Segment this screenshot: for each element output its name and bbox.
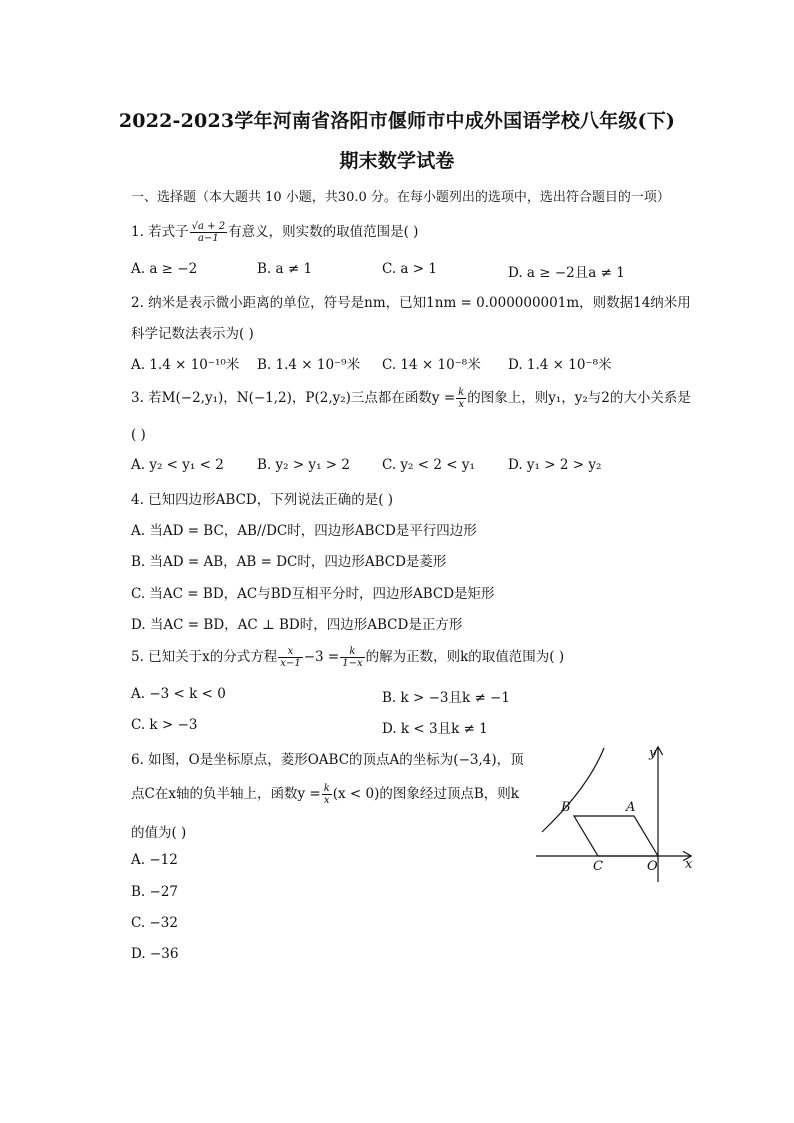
q3-stem-pre: 3. 若M(−2,y₁)，N(−1,2)，P(2,y₂)三点都在函数y = — [131, 390, 456, 406]
q5-option-d: D. k < 3且k ≠ 1 — [382, 721, 488, 737]
q5-option-b: B. k > −3且k ≠ −1 — [382, 690, 510, 706]
q4-option-a: A. 当AD = BC，AB//DC时，四边形ABCD是平行四边形 — [131, 523, 477, 539]
question-3-stem — [131, 386, 691, 410]
q3-stem-post: 的图象上，则y₁，y₂与2的大小关系是 — [467, 390, 691, 406]
q5-stem-mid: −3 = — [303, 649, 340, 665]
q2-option-d: D. 1.4 × 10⁻⁸米 — [508, 357, 612, 373]
q1-option-b: B. a ≠ 1 — [257, 261, 313, 277]
q2-option-c: C. 14 × 10⁻⁸米 — [382, 357, 481, 373]
q5-stem-pre: 5. 已知关于x的分式方程 — [131, 649, 278, 665]
q3-fraction-numerator: k — [458, 387, 465, 398]
q6-stem-line2-pre: 点C在x轴的负半轴上，函数y = — [131, 786, 321, 802]
q6-fraction-denominator: x — [323, 795, 330, 806]
label-b: B — [561, 800, 571, 815]
q5-option-a: A. −3 < k < 0 — [131, 686, 226, 702]
label-y: y — [649, 746, 657, 761]
q6-fraction — [322, 783, 332, 806]
q2-option-a: A. 1.4 × 10⁻¹⁰米 — [131, 357, 240, 373]
question-4-stem: 4. 已知四边形ABCD，下列说法正确的是( ) — [131, 492, 394, 508]
label-x: x — [685, 857, 693, 872]
q1-option-a: A. a ≥ −2 — [131, 261, 198, 277]
q6-figure — [530, 740, 700, 890]
q1-fraction-denominator: a−1 — [198, 233, 219, 244]
q1-stem-pre: 1. 若式子 — [131, 224, 189, 240]
q1-fraction-numerator: √a + 2 — [191, 221, 226, 232]
rhombus-oabc — [574, 816, 658, 856]
q6-option-a: A. −12 — [131, 852, 178, 868]
question-6-stem-line2 — [131, 782, 519, 806]
label-o: O — [647, 859, 658, 874]
q5-stem-post: 的解为正数，则k的取值范围为( ) — [365, 649, 565, 665]
q5-fraction-1 — [278, 646, 302, 669]
q6-fraction-numerator: k — [323, 783, 330, 794]
q3-option-d: D. y₁ > 2 > y₂ — [508, 457, 602, 473]
q5-option-c: C. k > −3 — [131, 717, 198, 733]
section-heading: 一、选择题（本大题共 10 小题，共30.0 分。在每小题列出的选项中，选出符合题目的一项） — [131, 190, 670, 205]
q6-option-b: B. −27 — [131, 884, 178, 900]
q4-option-d: D. 当AC = BD，AC ⊥ BD时，四边形ABCD是正方形 — [131, 617, 463, 633]
q5-fraction-2-numerator: k — [340, 646, 364, 658]
q3-option-a: A. y₂ < y₁ < 2 — [131, 457, 224, 473]
exam-title-line2: 期末数学试卷 — [339, 150, 455, 172]
label-c: C — [593, 859, 603, 874]
hyperbola-curve — [542, 748, 604, 832]
q1-fraction — [190, 221, 227, 244]
q4-option-b: B. 当AD = AB，AB = DC时，四边形ABCD是菱形 — [131, 554, 447, 570]
q5-fraction-1-numerator: x — [278, 646, 302, 658]
q1-stem-post: 有意义，则实数的取值范围是( ) — [228, 224, 419, 240]
question-6-stem-line3: 的值为( ) — [131, 825, 187, 841]
q3-option-c: C. y₂ < 2 < y₁ — [382, 457, 475, 473]
q6-option-c: C. −32 — [131, 915, 178, 931]
question-5-stem — [131, 645, 564, 669]
q1-option-d: D. a ≥ −2且a ≠ 1 — [508, 265, 625, 281]
q3-option-b: B. y₂ > y₁ > 2 — [257, 457, 350, 473]
question-3-stem-line2: ( ) — [131, 427, 146, 443]
q3-fraction-denominator: x — [458, 399, 464, 410]
q6-stem-line2-post: (x < 0)的图象经过顶点B，则k — [332, 786, 519, 802]
q3-fraction — [456, 387, 466, 410]
question-1-stem — [131, 220, 418, 244]
q6-option-d: D. −36 — [131, 946, 179, 962]
exam-title-line1: 2022-2023学年河南省洛阳市偃师市中成外国语学校八年级(下) — [118, 110, 676, 132]
question-2-stem-line2: 科学记数法表示为( ) — [131, 326, 254, 342]
question-2-stem-line1: 2. 纳米是表示微小距离的单位，符号是nm，已知1nm = 0.000000001m，则数据14纳米用 — [131, 295, 691, 311]
q5-fraction-1-denominator: x−1 — [280, 658, 301, 669]
q1-option-c: C. a > 1 — [382, 261, 437, 277]
q5-fraction-2-denominator: 1−x — [342, 658, 363, 669]
question-6-stem-line1: 6. 如图，O是坐标原点，菱形OABC的顶点A的坐标为(−3,4)，顶 — [131, 752, 524, 768]
q4-option-c: C. 当AC = BD，AC与BD互相平分时，四边形ABCD是矩形 — [131, 586, 495, 602]
label-a: A — [626, 800, 636, 815]
q2-option-b: B. 1.4 × 10⁻⁹米 — [257, 357, 361, 373]
q5-fraction-2 — [340, 646, 364, 669]
